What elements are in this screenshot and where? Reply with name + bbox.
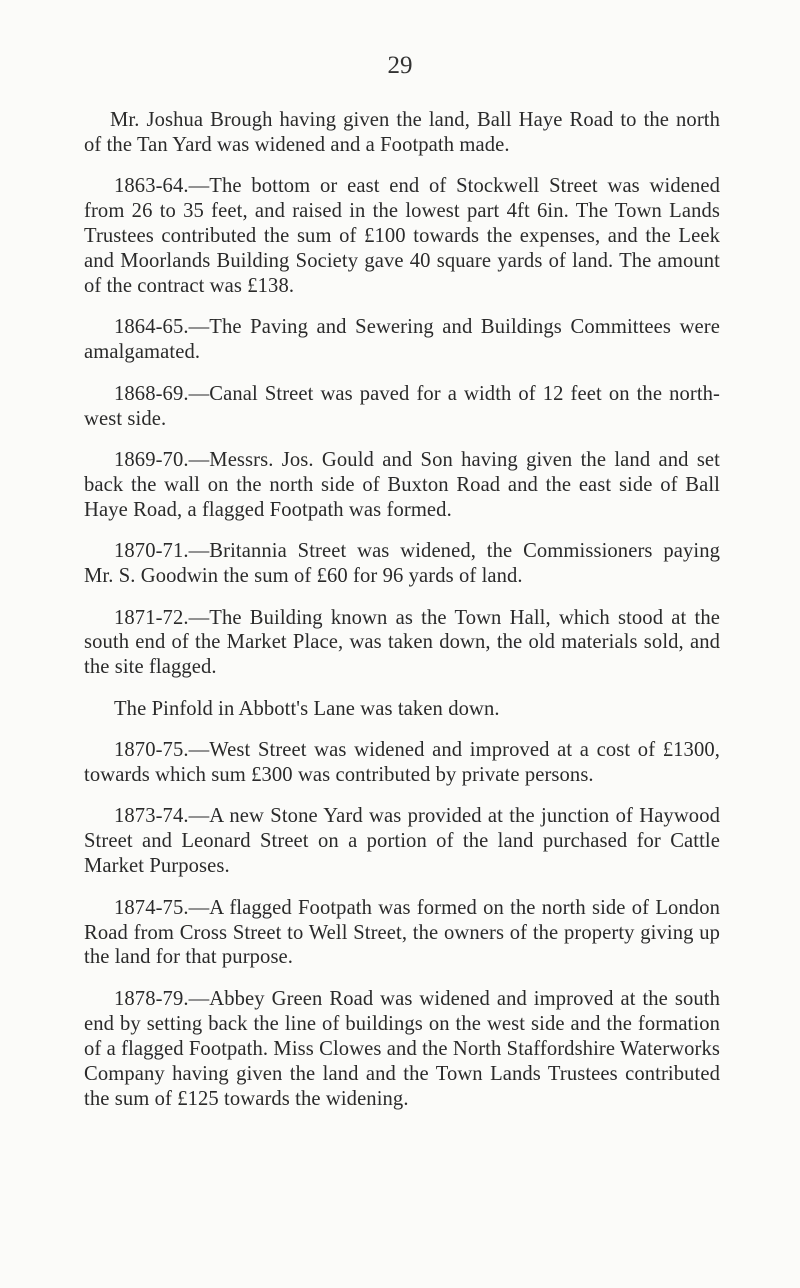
paragraph: 1873-74.—A new Stone Yard was provided at the junction of Haywood Street and Leonard Street on a portion of the land purchased for Cattle Market Purposes. (84, 805, 720, 878)
paragraph: 1864-65.—The Paving and Sewering and Buildings Committees were amalgamated. (84, 316, 720, 364)
paragraph: 1863-64.—The bottom or east end of Stockwell Street was widened from 26 to 35 feet, and raised in the lowest part 4ft 6in. The Town Lands Trustees contributed the sum of £100 towards the expenses, and the Leek and Moorlands Building Society gave 40 square yards of land. The amount of the contract was £138. (84, 175, 720, 297)
paragraph: 1871-72.—The Building known as the Town Hall, which stood at the south end of the Market Place, was taken down, the old materials sold, and the site flagged. (84, 606, 720, 679)
paragraph: 1868-69.—Canal Street was paved for a width of 12 feet on the north-west side. (84, 382, 720, 430)
paragraph: 1878-79.—Abbey Green Road was widened and improved at the south end by setting back the line of buildings on the west side and the formation of a flagged Footpath. Miss Clowes and the North Staffordshire Waterworks Company having given the land and the Town Lands Trustees contributed the sum of £125 towards the widening. (84, 987, 720, 1110)
paragraph: 1869-70.—Messrs. Jos. Gould and Son having given the land and set back the wall on the north side of Buxton Road and the east side of Ball Haye Road, a flagged Footpath was formed. (84, 448, 720, 521)
paragraph: 1874-75.—A flagged Footpath was formed on the north side of London Road from Cross Street to Well Street, the owners of the property giving up the land for that purpose. (84, 896, 720, 969)
paragraph: The Pinfold in Abbott's Lane was taken down. (114, 697, 500, 720)
body-text (84, 108, 720, 1128)
paragraph: 1870-71.—Britannia Street was widened, the Commissioners paying Mr. S. Goodwin the sum of £60 for 96 yards of land. (84, 540, 720, 588)
paragraph: Mr. Joshua Brough having given the land, Ball Haye Road to the north of the Tan Yard was widened and a Footpath made. (84, 109, 720, 156)
paragraph: 1870-75.—West Street was widened and improved at a cost of £1300, towards which sum £300 was contributed by private persons. (84, 739, 720, 787)
page-number: 29 (387, 52, 413, 79)
